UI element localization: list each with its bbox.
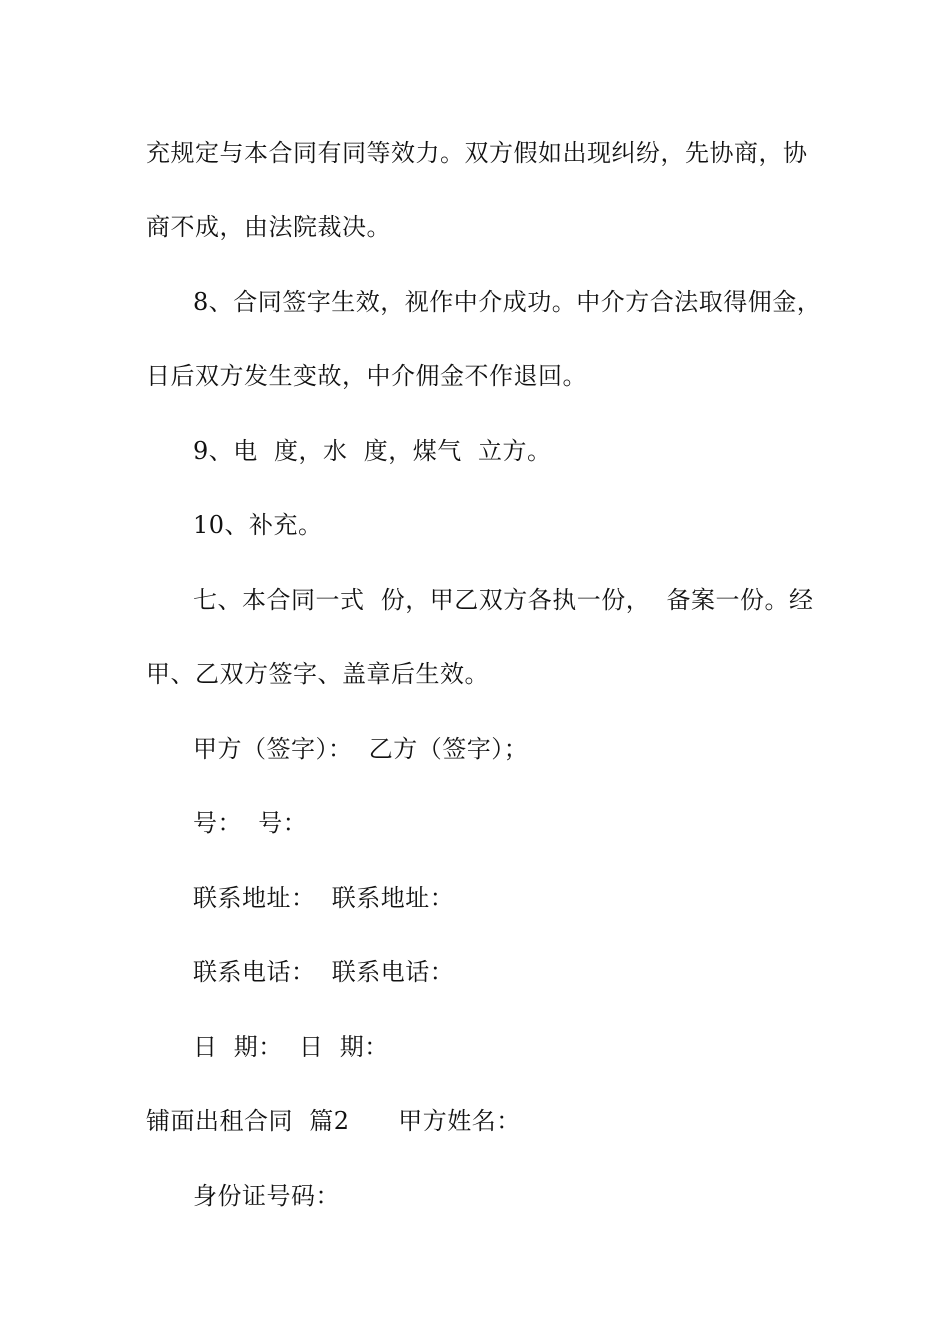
paragraph-line-2: 商不成，由法院裁决。 xyxy=(146,213,391,241)
clause-10: 10、补充。 xyxy=(193,511,323,539)
clause-7-line-1: 七、本合同一式 份，甲乙双方各执一份， 备案一份。经 xyxy=(193,586,814,614)
section-heading-line: 铺面出租合同 篇2 甲方姓名： xyxy=(146,1107,521,1135)
contact-address-line: 联系地址： 联系地址： xyxy=(193,884,455,912)
paragraph-line-1: 充规定与本合同有同等效力。双方假如出现纠纷，先协商，协 xyxy=(146,139,808,167)
id-card-number-line: 身份证号码： xyxy=(193,1182,340,1210)
id-number-line: 号： 号： xyxy=(193,809,308,837)
clause-8-line-2: 日后双方发生变故，中介佣金不作退回。 xyxy=(146,362,587,390)
clause-7-line-2: 甲、乙双方签字、盖章后生效。 xyxy=(146,660,489,688)
contact-phone-line: 联系电话： 联系电话： xyxy=(193,958,455,986)
signature-line: 甲方（签字）： 乙方（签字）； xyxy=(193,735,529,763)
date-line: 日 期： 日 期： xyxy=(193,1033,389,1061)
clause-9: 9、电 度，水 度，煤气 立方。 xyxy=(193,437,552,465)
clause-8-line-1: 8、合同签字生效，视作中介成功。中介方合法取得佣金， xyxy=(193,288,822,316)
